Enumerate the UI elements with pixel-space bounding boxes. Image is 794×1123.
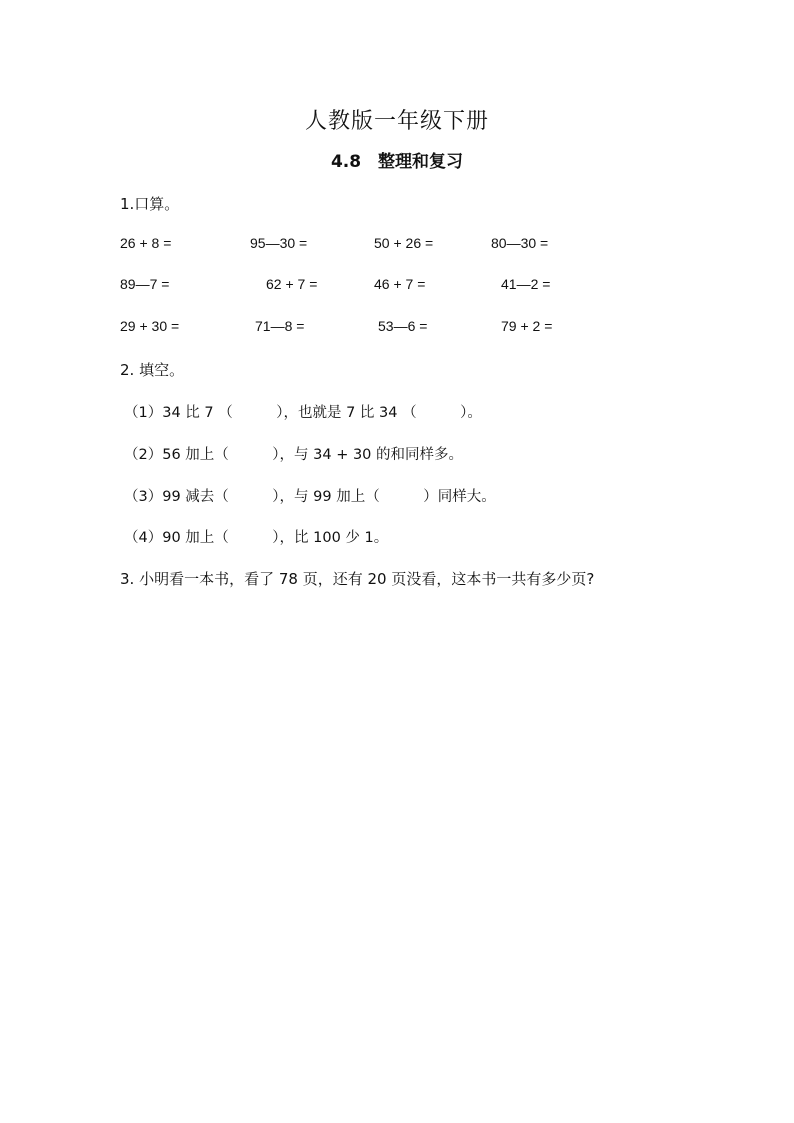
calc-problem: 29 + 30 = (120, 318, 180, 334)
calc-problem: 41—2 = (501, 276, 551, 292)
calc-problem: 80—30 = (491, 235, 549, 251)
fill-in-question: （3）99 减去（ ），与 99 加上（ ）同样大。 (124, 489, 496, 505)
calc-problem: 62 + 7 = (266, 276, 318, 292)
calc-problem: 95—30 = (250, 235, 308, 251)
calc-problem: 53—6 = (378, 318, 428, 334)
worksheet-title: 人教版一年级下册 (304, 109, 489, 134)
calc-problem: 50 + 26 = (374, 235, 434, 251)
calc-problem: 89—7 = (120, 276, 170, 292)
calc-problem: 46 + 7 = (374, 276, 426, 292)
section-2-heading: 2. 填空。 (120, 361, 185, 379)
section-1-heading: 1.口算。 (120, 195, 180, 213)
fill-in-question: （2）56 加上（ ），与 34 + 30 的和同样多。 (124, 447, 464, 463)
calc-problem: 71—8 = (255, 318, 305, 334)
fill-in-question: （1）34 比 7 （ ），也就是 7 比 34 （ ）。 (124, 405, 482, 421)
calc-problem: 79 + 2 = (501, 318, 553, 334)
word-problem: 3. 小明看一本书，看了 78 页，还有 20 页没看，这本书一共有多少页? (120, 570, 595, 588)
calc-problem: 26 + 8 = (120, 235, 172, 251)
fill-in-question: （4）90 加上（ ），比 100 少 1。 (124, 530, 389, 546)
lesson-subtitle: 4.8 整理和复习 (330, 152, 464, 172)
